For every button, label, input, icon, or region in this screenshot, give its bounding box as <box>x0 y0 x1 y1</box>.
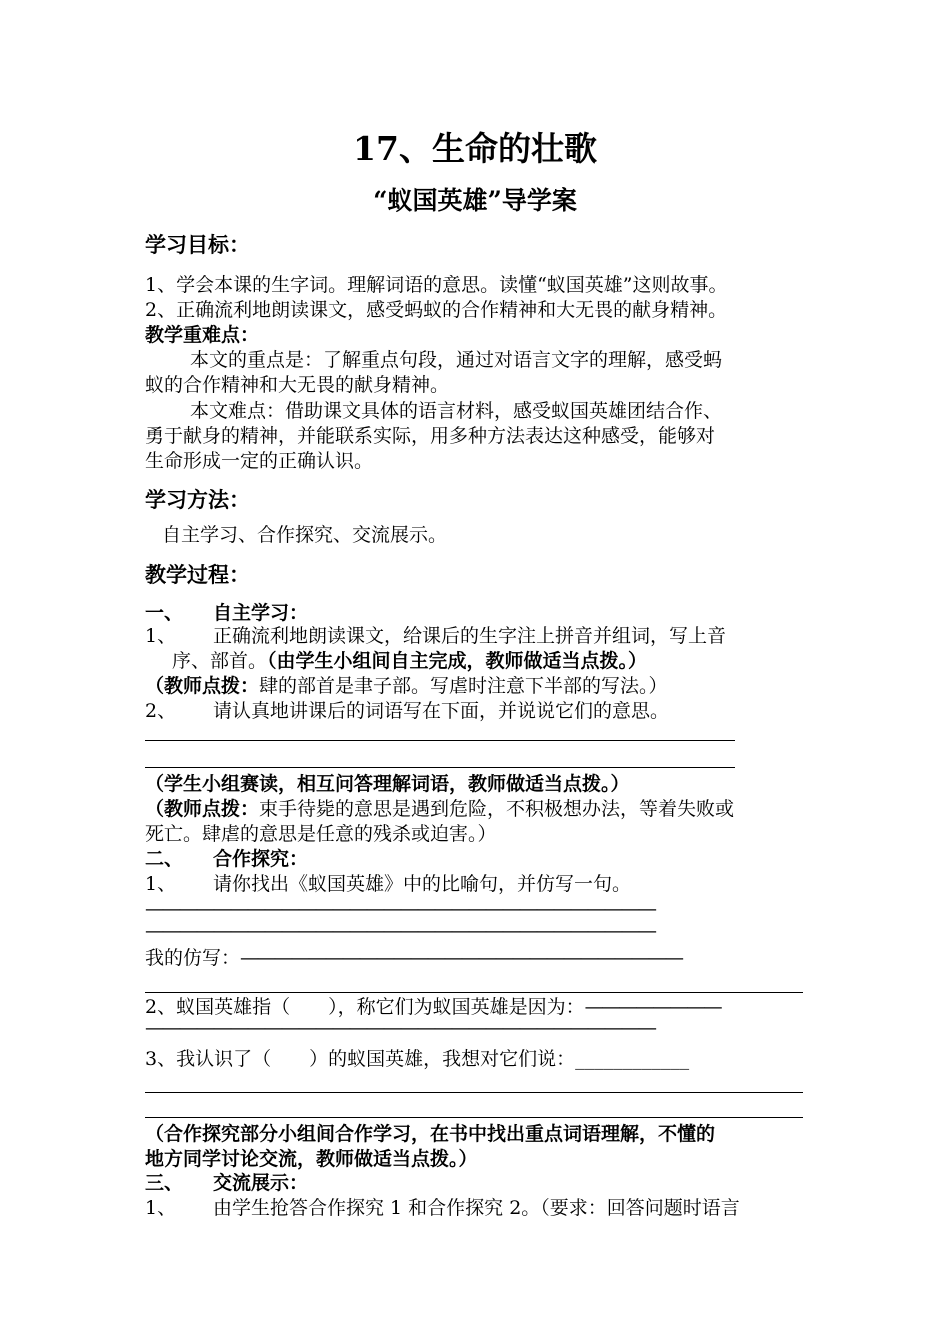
method-text: 自主学习、合作探究、交流展示。 <box>162 524 448 546</box>
item-text: 请认真地讲课后的词语写在下面，并说说它们的意思。 <box>213 700 670 722</box>
item-number: 1、 <box>145 1197 177 1219</box>
teacher-tip-2 <box>145 796 734 822</box>
section-title: 交流展示： <box>213 1172 309 1194</box>
s2-item-1 <box>145 871 631 897</box>
tip-text: 束手待毙的意思是遇到危险，不积极想办法，等着失败或 <box>259 798 735 820</box>
process-heading: 教学过程： <box>145 562 250 587</box>
answer-dash[interactable]: ———————— <box>584 996 721 1018</box>
goals-heading: 学习目标： <box>145 232 250 257</box>
my-imitation-label: 我的仿写： <box>145 947 241 969</box>
dashed-answer-line[interactable]: —————————————————————————————— <box>145 920 655 942</box>
s3-item-1 <box>145 1195 740 1221</box>
section-3-heading <box>145 1170 308 1196</box>
goal-item-2: 2、正确流利地朗读课文，感受蚂蚁的合作精神和大无畏的献身精神。 <box>145 299 728 321</box>
item-text: 序、部首。 <box>172 650 268 672</box>
my-imitation-line[interactable]: —————————————————————————— <box>240 947 683 969</box>
s2-item-3 <box>145 1046 689 1072</box>
item-text: 3、我认识了（ ）的蚁国英雄，我想对它们说： <box>145 1048 576 1070</box>
s2-note-cont: 地方同学讨论交流，教师做适当点拨。） <box>145 1148 478 1170</box>
s1-item-1-cont <box>172 648 647 674</box>
section-title: 自主学习： <box>213 602 309 624</box>
item-number: 1、 <box>145 625 177 647</box>
section-number: 三、 <box>145 1172 184 1194</box>
section-title: 合作探究： <box>213 848 309 870</box>
item-note: （由学生小组间自主完成，教师做适当点拨。） <box>267 650 648 672</box>
key-point-line: 生命形成一定的正确认识。 <box>145 450 374 472</box>
answer-blank[interactable]: ____________ <box>575 1048 690 1070</box>
item-number: 1、 <box>145 873 177 895</box>
item-text: 由学生抢答合作探究 1 和合作探究 2。（要求：回答问题时语言 <box>213 1197 740 1219</box>
answer-line[interactable] <box>145 992 803 993</box>
teacher-tip-2-cont: 死亡。肆虐的意思是任意的残杀或迫害。） <box>145 823 497 845</box>
s1-item-1 <box>145 623 726 649</box>
answer-line[interactable] <box>145 1117 803 1118</box>
section-number: 二、 <box>145 848 184 870</box>
my-imitation <box>145 945 682 971</box>
section-number: 一、 <box>145 602 184 624</box>
s1-note: （学生小组赛读，相互问答理解词语，教师做适当点拨。） <box>145 773 630 795</box>
item-text: 请你找出《蚁国英雄》中的比喻句，并仿写一句。 <box>213 873 632 895</box>
answer-line[interactable] <box>145 1092 803 1093</box>
dashed-answer-line[interactable]: —————————————————————————————— <box>145 898 655 920</box>
page-title: 17、生命的壮歌 <box>353 129 597 168</box>
key-point-line: 蚁的合作精神和大无畏的献身精神。 <box>145 374 450 396</box>
s2-note: （合作探究部分小组间合作学习，在书中找出重点词语理解，不懂的 <box>145 1123 716 1145</box>
item-text: 正确流利地朗读课文，给课后的生字注上拼音并组词，写上音 <box>213 625 727 647</box>
tip-text: 肆的部首是聿子部。写虐时注意下半部的写法。） <box>259 675 668 697</box>
tip-label: （教师点拨： <box>145 675 260 697</box>
tip-label: （教师点拨： <box>145 798 260 820</box>
item-text: 2、蚁国英雄指（ ），称它们为蚁国英雄是因为： <box>145 996 585 1018</box>
goal-item-1: 1、学会本课的生字词。理解词语的意思。读懂“蚁国英雄”这则故事。 <box>145 274 728 296</box>
page-subtitle: “蚁国英雄”导学案 <box>373 186 577 215</box>
key-points-heading: 教学重难点： <box>145 324 260 346</box>
item-number: 2、 <box>145 700 177 722</box>
answer-line[interactable] <box>145 740 735 741</box>
key-point-line: 本文难点：借助课文具体的语言材料，感受蚁国英雄团结合作、 <box>190 400 723 422</box>
method-heading: 学习方法： <box>145 487 250 512</box>
answer-line[interactable] <box>145 767 735 768</box>
key-point-line: 勇于献身的精神，并能联系实际，用多种方法表达这种感受，能够对 <box>145 425 716 447</box>
s1-item-2 <box>145 698 669 724</box>
key-point-line: 本文的重点是：了解重点句段，通过对语言文字的理解，感受蚂 <box>190 349 723 371</box>
section-2-heading <box>145 846 308 872</box>
teacher-tip-1 <box>145 673 668 699</box>
dashed-answer-line[interactable]: —————————————————————————————— <box>145 1017 655 1039</box>
